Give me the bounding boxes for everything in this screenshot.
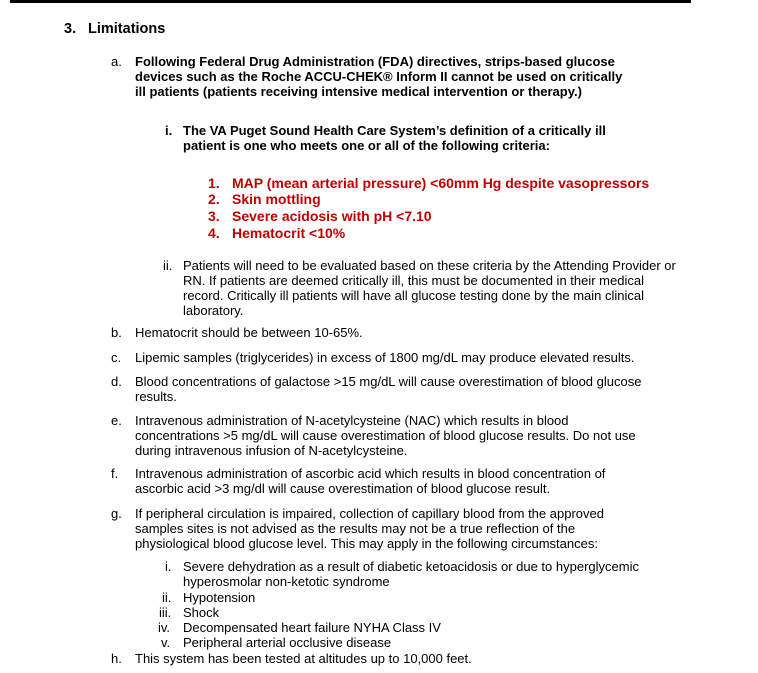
item-marker: a. [111,54,122,69]
item-text: patient is one who meets one or all of the following criteria: [183,138,550,153]
criteria-marker: 3. [208,208,220,224]
circumstance-text: Decompensated heart failure NYHA Class IV [183,620,441,635]
item-text: samples sites is not advised as the results may not be a true reflection of the [135,521,576,536]
circumstance-text: Peripheral arterial occlusive disease [183,635,392,650]
item-marker: ii. [163,258,173,273]
item-marker: i. [165,123,173,138]
circumstance-marker: v. [161,635,171,650]
item-text: Patients will need to be evaluated based on these criteria by the Attending Provider or [183,258,676,273]
header-rule [10,0,691,3]
item-text: Following Federal Drug Administration (FDA) directives, strips-based glucose [135,54,615,69]
item-marker: h. [111,651,122,666]
item-text: Intravenous administration of ascorbic acid which results in blood concentration of [135,466,606,481]
item-marker: g. [111,506,122,521]
item-text: record. Critically ill patients will have all glucose testing done by the main clinical [183,288,644,303]
item-text: concentrations >5 mg/dL will cause overestimation of blood glucose results. Do not use [135,428,636,443]
item-text: laboratory. [183,303,244,318]
circumstance-marker: iv. [158,620,171,635]
item-marker: c. [111,350,122,365]
item-marker: f. [111,466,119,481]
circumstance-text: Severe dehydration as a result of diabetic ketoacidosis or due to hyperglycemic [183,559,639,574]
criteria-marker: 1. [208,175,220,191]
item-text: ascorbic acid >3 mg/dl will cause overestimation of blood glucose result. [135,481,551,496]
circumstance-text: Shock [183,605,220,620]
item-text: physiological blood glucose level. This may apply in the following circumstances: [135,536,598,551]
item-text: devices such as the Roche ACCU-CHEK® Inform II cannot be used on critically [135,69,623,84]
circumstance-text: hyperosmolar non-ketotic syndrome [183,574,390,589]
criteria-marker: 4. [208,225,220,241]
criteria-marker: 2. [208,191,220,207]
criteria-text: Skin mottling [232,191,321,207]
item-text: If peripheral circulation is impaired, collection of capillary blood from the approved [135,506,604,521]
section-title: Limitations [88,21,166,37]
item-marker: b. [111,325,122,340]
item-text: Intravenous administration of N-acetylcysteine (NAC) which results in blood [135,413,569,428]
item-text: Lipemic samples (triglycerides) in excess of 1800 mg/dL may produce elevated results. [135,350,635,365]
circumstance-marker: i. [165,559,172,574]
section-number: 3. [64,21,77,37]
item-text: Hematocrit should be between 10-65%. [135,325,363,340]
criteria-text: Hematocrit <10% [232,225,346,241]
item-text: during intravenous infusion of N-acetylcysteine. [135,443,408,458]
item-text: results. [135,389,177,404]
circumstance-marker: iii. [159,605,172,620]
item-marker: d. [111,374,122,389]
item-text: The VA Puget Sound Health Care System’s definition of a critically ill [183,123,606,138]
item-text: ill patients (patients receiving intensive medical intervention or therapy.) [135,84,582,99]
item-text: Blood concentrations of galactose >15 mg/dL will cause overestimation of blood glucose [135,374,642,389]
circumstance-marker: ii. [162,590,172,605]
item-text: RN. If patients are deemed critically ill, this must be documented in their medical [183,273,644,288]
item-text: This system has been tested at altitudes up to 10,000 feet. [135,651,472,666]
criteria-text: MAP (mean arterial pressure) <60mm Hg despite vasopressors [232,175,650,191]
circumstance-text: Hypotension [183,590,256,605]
criteria-text: Severe acidosis with pH <7.10 [232,208,432,224]
item-marker: e. [111,413,122,428]
